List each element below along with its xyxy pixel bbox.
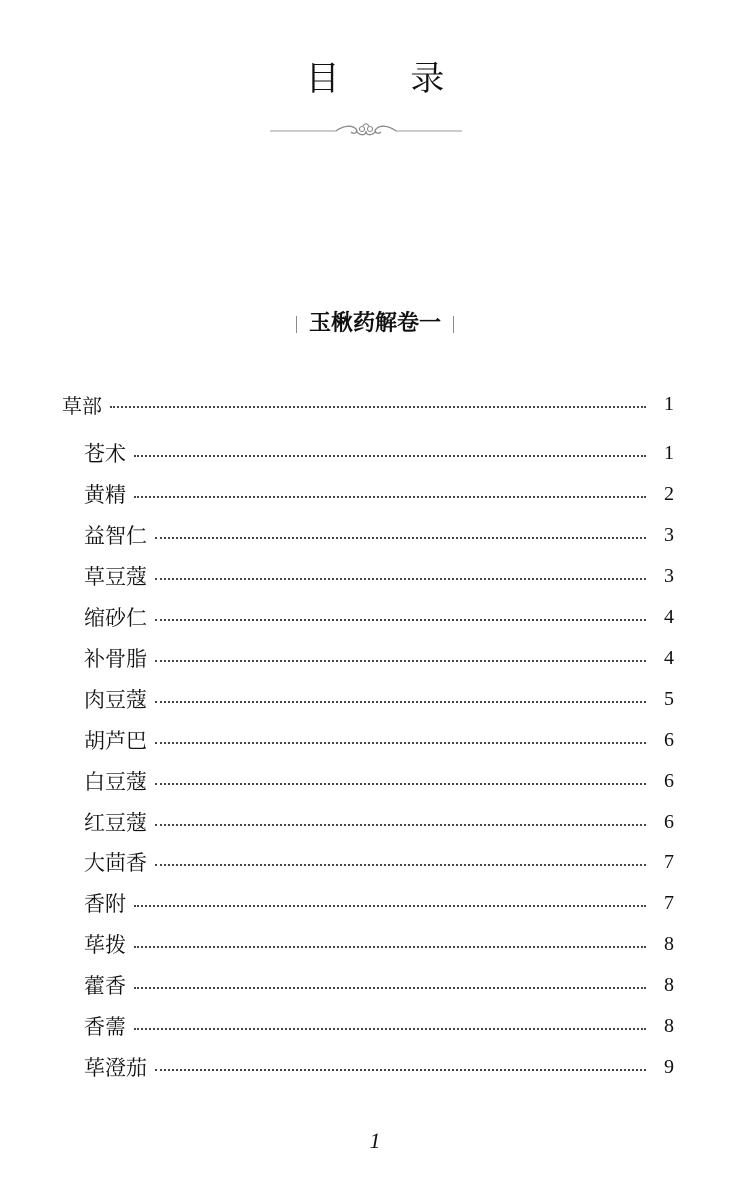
toc-entry-label: 肉豆蔻 bbox=[84, 688, 147, 712]
toc-entry[interactable] bbox=[84, 643, 674, 673]
toc-entry[interactable] bbox=[84, 520, 674, 550]
dot-leader bbox=[134, 905, 646, 907]
toc-entry[interactable] bbox=[84, 847, 674, 877]
dot-leader bbox=[134, 496, 646, 498]
toc-entry-label: 黄精 bbox=[84, 483, 126, 507]
toc-entry[interactable] bbox=[84, 1011, 674, 1041]
toc-entry-page: 4 bbox=[664, 646, 674, 669]
toc-entry[interactable] bbox=[84, 684, 674, 714]
dot-leader bbox=[134, 987, 646, 989]
toc-entry-page: 4 bbox=[664, 605, 674, 628]
dot-leader bbox=[134, 455, 646, 457]
toc-entry[interactable] bbox=[84, 479, 674, 509]
toc-entry-label: 大茴香 bbox=[84, 851, 147, 875]
toc-entry-page: 8 bbox=[664, 1014, 674, 1037]
toc-entry[interactable] bbox=[84, 888, 674, 918]
dot-leader bbox=[155, 1069, 646, 1071]
toc-entry-page: 1 bbox=[664, 441, 674, 464]
dot-leader bbox=[155, 578, 646, 580]
toc-entry[interactable] bbox=[84, 970, 674, 1000]
toc-entry[interactable] bbox=[84, 929, 674, 959]
toc-entry-label: 益智仁 bbox=[84, 524, 147, 548]
toc-entry-label: 藿香 bbox=[84, 974, 126, 998]
toc-entry-page: 5 bbox=[664, 687, 674, 710]
dot-leader bbox=[110, 406, 646, 408]
toc-entry[interactable] bbox=[84, 766, 674, 796]
toc-entry-label: 草豆蔻 bbox=[84, 565, 147, 589]
toc-entry-page: 8 bbox=[664, 973, 674, 996]
toc-entry-label: 胡芦巴 bbox=[84, 729, 147, 753]
dot-leader bbox=[134, 946, 646, 948]
toc-entry-label: 苍术 bbox=[84, 442, 126, 466]
toc-entry[interactable] bbox=[84, 1052, 674, 1082]
dot-leader bbox=[155, 660, 646, 662]
toc-entry[interactable] bbox=[84, 725, 674, 755]
toc-entry-label: 香附 bbox=[84, 892, 126, 916]
dot-leader bbox=[155, 742, 646, 744]
toc-entry-page: 3 bbox=[664, 564, 674, 587]
dot-leader bbox=[155, 537, 646, 539]
toc-entry-page: 7 bbox=[664, 850, 674, 873]
toc-entry-label: 红豆蔻 bbox=[84, 811, 147, 835]
toc-entry-page: 6 bbox=[664, 769, 674, 792]
toc-entry-page: 6 bbox=[664, 810, 674, 833]
page-number: 1 bbox=[369, 1128, 381, 1153]
heading-bar-left bbox=[296, 316, 297, 333]
toc-entry-label: 荜拨 bbox=[84, 933, 126, 957]
dot-leader bbox=[155, 864, 646, 866]
toc-category-label: 草部 bbox=[62, 393, 102, 418]
section-heading-text: 玉楸药解卷一 bbox=[308, 310, 441, 336]
toc-entry[interactable] bbox=[84, 602, 674, 632]
toc-entry[interactable] bbox=[84, 438, 674, 468]
toc-entry-page: 9 bbox=[664, 1055, 674, 1078]
toc-entry[interactable] bbox=[84, 807, 674, 837]
section-heading bbox=[0, 306, 750, 340]
toc-entry-page: 2 bbox=[664, 482, 674, 505]
page-title: 目 录 bbox=[305, 59, 475, 99]
toc-category-page: 1 bbox=[664, 392, 674, 415]
toc-entry-label: 荜澄茄 bbox=[84, 1056, 147, 1080]
toc-entry-label: 香薷 bbox=[84, 1015, 126, 1039]
toc-entry-page: 7 bbox=[664, 891, 674, 914]
dot-leader bbox=[134, 1028, 646, 1030]
dot-leader bbox=[155, 619, 646, 621]
toc-entry[interactable] bbox=[84, 561, 674, 591]
toc-category-row[interactable] bbox=[62, 389, 674, 419]
toc-entry-page: 3 bbox=[664, 523, 674, 546]
heading-bar-right bbox=[453, 316, 454, 333]
toc-entry-label: 缩砂仁 bbox=[84, 606, 147, 630]
toc-entry-label: 补骨脂 bbox=[84, 647, 147, 671]
toc-entry-page: 6 bbox=[664, 728, 674, 751]
toc-entry-page: 8 bbox=[664, 932, 674, 955]
dot-leader bbox=[155, 824, 646, 826]
dot-leader bbox=[155, 701, 646, 703]
toc-entry-label: 白豆蔻 bbox=[84, 770, 147, 794]
flourish-divider-icon bbox=[270, 119, 462, 143]
dot-leader bbox=[155, 783, 646, 785]
